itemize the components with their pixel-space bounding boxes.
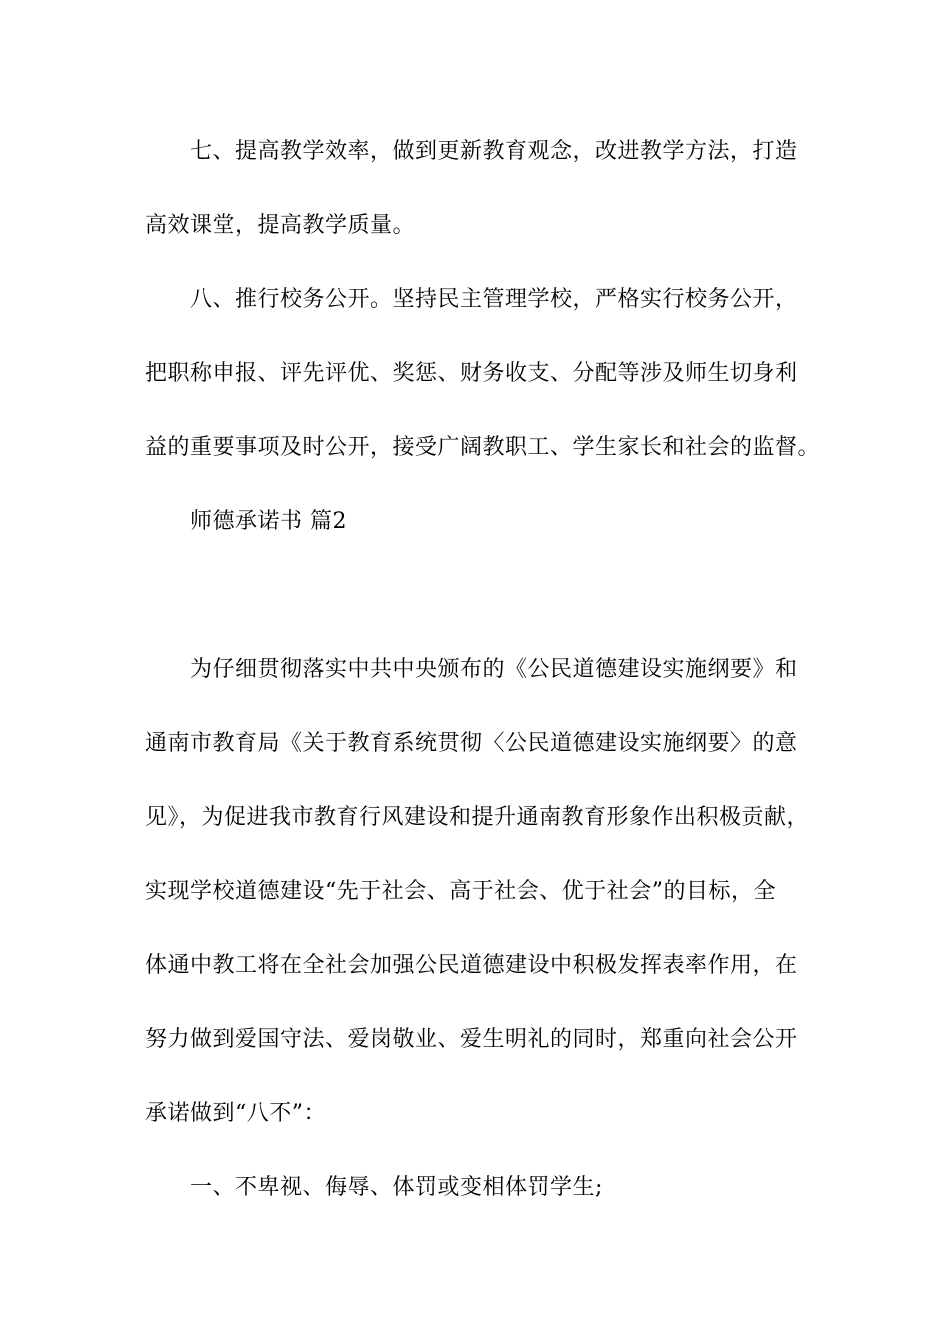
paragraph-line: 把职称申报、评先评优、奖惩、财务收支、分配等涉及师生切身利	[145, 361, 798, 386]
paragraph-line-item-7: 七、提高教学效率，做到更新教育观念，改进教学方法，打造	[190, 139, 798, 164]
section-heading: 师德承诺书 篇2	[190, 509, 347, 534]
paragraph-line: 体通中教工将在全社会加强公民道德建设中积极发挥表率作用，在	[145, 953, 798, 978]
paragraph-line: 承诺做到“八不”：	[145, 1101, 326, 1126]
paragraph-line: 高效课堂，提高教学质量。	[145, 213, 416, 238]
paragraph-line: 实现学校道德建设“先于社会、高于社会、优于社会”的目标，全	[145, 879, 776, 904]
paragraph-line: 见》，为促进我市教育行风建设和提升通南教育形象作出积极贡献，	[145, 805, 810, 830]
paragraph-line-item-8: 八、推行校务公开。坚持民主管理学校，严格实行校务公开，	[190, 287, 798, 312]
paragraph-line: 努力做到爱国守法、爱岗敬业、爱生明礼的同时，郑重向社会公开	[145, 1027, 798, 1052]
paragraph-line: 通南市教育局《关于教育系统贯彻〈公民道德建设实施纲要〉的意	[145, 731, 798, 756]
paragraph-line: 益的重要事项及时公开，接受广阔教职工、学生家长和社会的监督。	[145, 435, 821, 460]
paragraph-line-item-1: 一、不卑视、侮辱、体罚或变相体罚学生;	[190, 1175, 603, 1200]
paragraph-line-intro: 为仔细贯彻落实中共中央颁布的《公民道德建设实施纲要》和	[190, 657, 798, 682]
